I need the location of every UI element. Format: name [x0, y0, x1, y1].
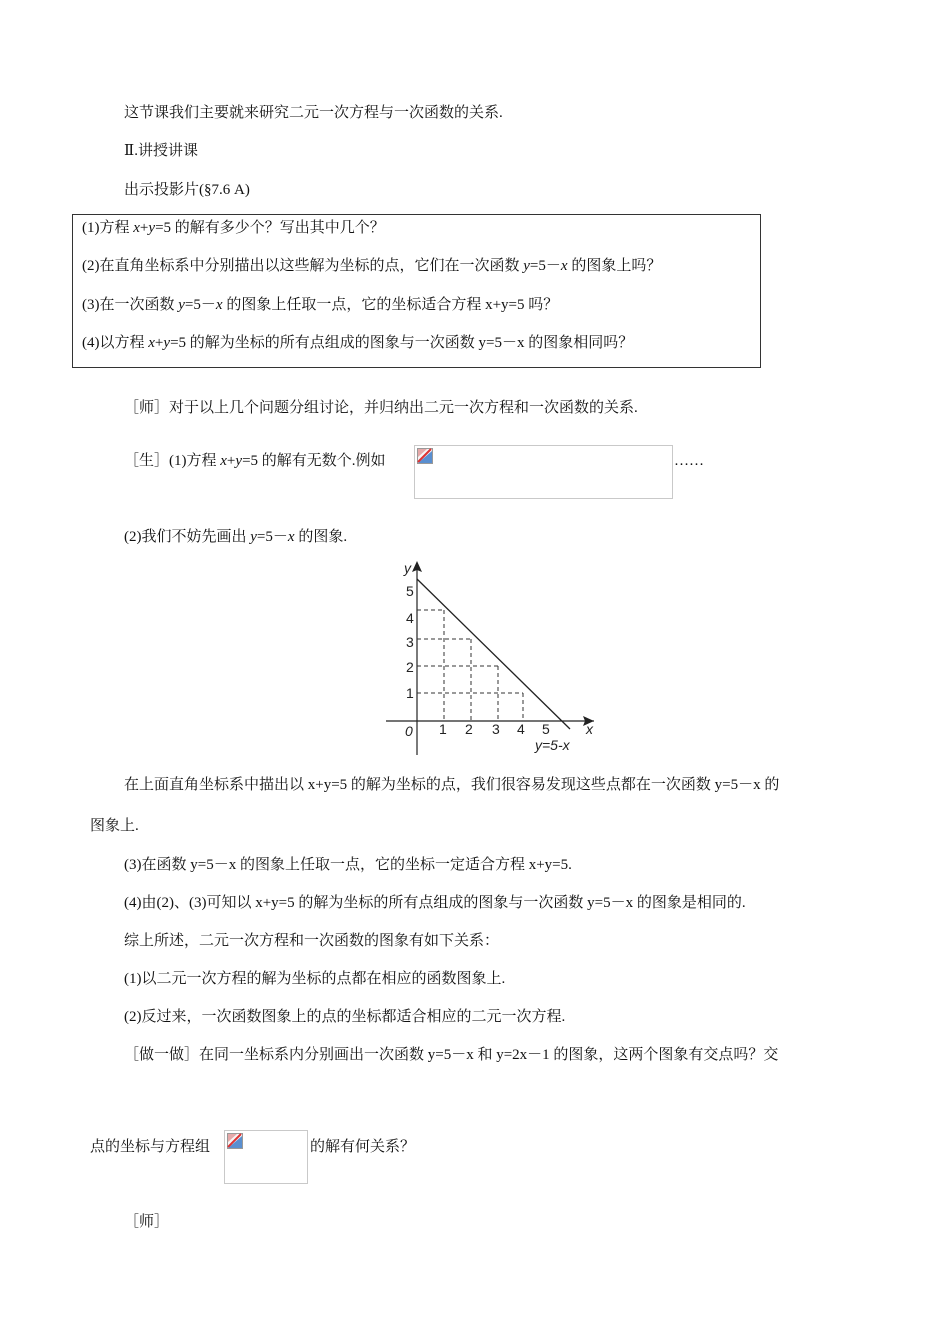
line-label: y=5-x	[535, 737, 570, 753]
question-1: (1)方程 x+y=5 的解有多少个？写出其中几个？	[82, 220, 385, 236]
question-3: (3)在一次函数 y=5－x 的图象上任取一点，它的坐标适合方程 x+y=5 吗？	[82, 297, 559, 313]
y-axis-label: y	[404, 560, 411, 576]
teacher-end: ［师］	[124, 1214, 170, 1230]
line-graph	[386, 557, 598, 757]
student-answer-1: ［生］(1)方程 x+y=5 的解有无数个.例如	[124, 453, 386, 469]
y-tick-4: 4	[406, 610, 414, 626]
y-tick-5: 5	[406, 583, 414, 599]
broken-image-icon	[227, 1133, 243, 1149]
paragraph-1-line-1: 在上面直角坐标系中描出以 x+y=5 的解为坐标的点，我们很容易发现这些点都在一次函数 y=5－x 的	[124, 777, 780, 793]
origin-label: 0	[405, 723, 413, 739]
paragraph-1-line-2: 图象上.	[90, 818, 139, 834]
broken-image-system	[224, 1130, 308, 1184]
try-it-post: 的解有何关系？	[310, 1139, 416, 1155]
x-axis-label: x	[586, 721, 593, 737]
try-it-text: ［做一做］在同一坐标系内分别画出一次函数 y=5－x 和 y=2x－1 的图象，这两个图象有交点吗？交	[124, 1047, 779, 1063]
teacher-prompt: ［师］对于以上几个问题分组讨论，并归纳出二元一次方程和一次函数的关系.	[124, 400, 638, 416]
x-tick-3: 3	[492, 721, 500, 737]
x-tick-2: 2	[465, 721, 473, 737]
section-title: Ⅱ.讲授讲课	[124, 143, 198, 159]
x-tick-1: 1	[439, 721, 447, 737]
point-4: (4)由(2)、(3)可知以 x+y=5 的解为坐标的所有点组成的图象与一次函数 y=5－x 的图象是相同的.	[124, 895, 746, 911]
x-tick-4: 4	[517, 721, 525, 737]
x-tick-5: 5	[542, 721, 550, 737]
summary-item-1: (1)以二元一次方程的解为坐标的点都在相应的函数图象上.	[124, 971, 506, 987]
point-3: (3)在函数 y=5－x 的图象上任取一点，它的坐标一定适合方程 x+y=5.	[124, 857, 572, 873]
student-answer-2: (2)我们不妨先画出 y=5－x 的图象.	[124, 529, 348, 545]
ellipsis: ……	[674, 453, 704, 469]
y-tick-2: 2	[406, 659, 414, 675]
question-2: (2)在直角坐标系中分别描出以这些解为坐标的点，它们在一次函数 y=5－x 的图象上吗？	[82, 258, 662, 274]
y-tick-3: 3	[406, 634, 414, 650]
question-4: (4)以方程 x+y=5 的解为坐标的所有点组成的图象与一次函数 y=5－x 的图象相同吗？	[82, 335, 634, 351]
y-tick-1: 1	[406, 685, 414, 701]
projection-text: 出示投影片(§7.6 A)	[124, 182, 250, 198]
intro-text: 这节课我们主要就来研究二元一次方程与一次函数的关系.	[124, 105, 503, 121]
broken-image-icon	[417, 448, 433, 464]
try-it-pre: 点的坐标与方程组	[90, 1139, 211, 1155]
summary-item-2: (2)反过来，一次函数图象上的点的坐标都适合相应的二元一次方程.	[124, 1009, 566, 1025]
broken-image-solutions	[414, 445, 673, 499]
summary-text: 综上所述，二元一次方程和一次函数的图象有如下关系：	[124, 933, 500, 949]
function-line	[417, 579, 570, 729]
